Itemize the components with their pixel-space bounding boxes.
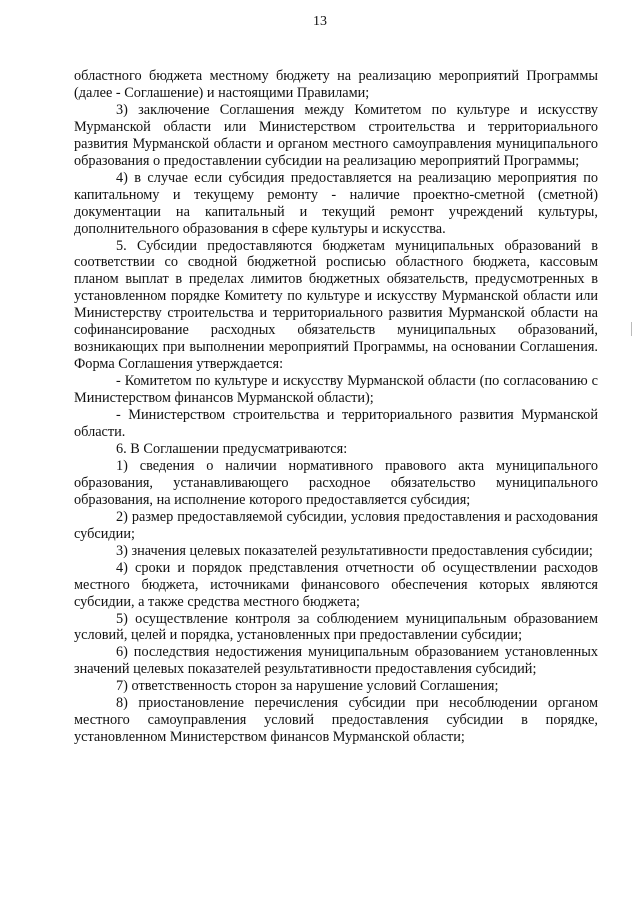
- paragraph-section-6-item-8: 8) приостановление перечисления субсидии при несоблюдении органом местного самоуправления условий предоставления субсидии в порядке, установленном Министерством финансов Мурманской области;: [74, 695, 598, 746]
- paragraph-dash-committee: - Комитетом по культуре и искусству Мурманской области (по согласованию с Министерством финансов Мурманской области);: [74, 373, 598, 407]
- paragraph-section-6-item-6: 6) последствия недостижения муниципальным образованием установленных значений целевых показателей результативности предоставления субсидий;: [74, 644, 598, 678]
- paragraph-section-5: 5. Субсидии предоставляются бюджетам муниципальных образований в соответствии со сводной бюджетной росписью областного бюджета, кассовым планом выплат в пределах лимитов бюджетных обязательств, предусмотренных в установленном порядке Комитету по культуре и искусству Мурманской области или Министерству строительства и территориального развития Мурманской области на софинансирование расходных обязательств муниципальных образований, возникающих при выполнении мероприятий Программы, на основании Соглашения. Форма Соглашения утверждается:: [74, 237, 598, 373]
- scan-artifact: [631, 322, 632, 336]
- paragraph-item-3: 3) заключение Соглашения между Комитетом по культуре и искусству Мурманской области или Министерством строительства и территориального развития Мурманской области и органом местного самоуправления муниципального образования о предоставлении субсидии на реализацию мероприятий Программы;: [74, 101, 598, 169]
- page-number: 13: [313, 14, 327, 29]
- paragraph-section-6-item-7: 7) ответственность сторон за нарушение условий Соглашения;: [116, 678, 499, 695]
- paragraph-continuation: областного бюджета местному бюджету на реализацию мероприятий Программы (далее - Соглашение) и настоящими Правилами;: [74, 68, 598, 101]
- paragraph-section-6-item-5: 5) осуществление контроля за соблюдением муниципальным образованием условий, целей и порядка, установленных при предоставлении субсидии;: [74, 610, 598, 644]
- paragraph-section-6-item-1: 1) сведения о наличии нормативного правового акта муниципального образования, устанавливающего расходное обязательство муниципального образования, на исполнение которого предоставляется субсидия;: [74, 457, 598, 508]
- paragraph-dash-ministry: - Министерством строительства и территориального развития Мурманской области.: [74, 407, 598, 441]
- paragraph-section-6-item-2: 2) размер предоставляемой субсидии, условия предоставления и расходования субсидии;: [74, 508, 598, 542]
- paragraph-section-6: 6. В Соглашении предусматриваются:: [116, 440, 348, 457]
- paragraph-section-6-item-3: 3) значения целевых показателей результативности предоставления субсидии;: [116, 542, 593, 559]
- page-body-text: [74, 68, 598, 746]
- paragraph-section-6-item-4: 4) сроки и порядок представления отчетности об осуществлении расходов местного бюджета, источниками финансового обеспечения которых являются субсидии, а также средства местного бюджета;: [74, 559, 598, 610]
- paragraph-item-4: 4) в случае если субсидия предоставляется на реализацию мероприятия по капитальному и текущему ремонту - наличие проектно-сметной (сметной) документации на капитальный и текущий ремонт учреждений культуры, дополнительного образования в сфере культуры и искусства.: [74, 169, 598, 237]
